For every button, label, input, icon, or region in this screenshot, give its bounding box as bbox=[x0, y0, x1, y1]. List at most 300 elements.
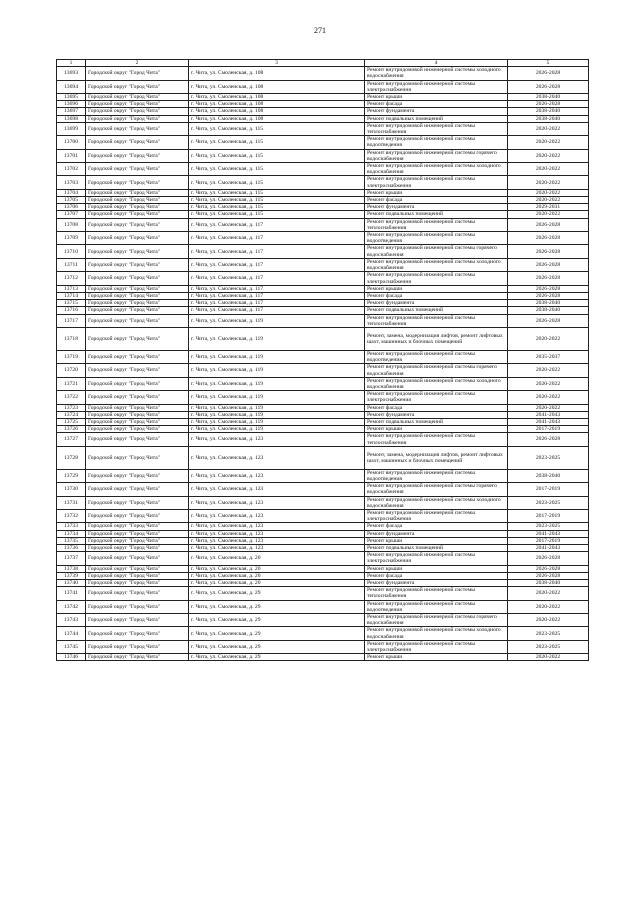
address-cell: г. Чита, ул. Смоленская, д. 29 bbox=[189, 654, 365, 661]
work-type-cell: Ремонт внутридомовой инженерной системы водоотведения bbox=[365, 469, 508, 482]
address-cell: г. Чита, ул. Смоленская, д. 119 bbox=[189, 411, 365, 418]
municipality-cell: Городской округ "Город Чита" bbox=[86, 530, 189, 537]
period-cell: 2023-2025 bbox=[508, 627, 589, 640]
address-cell: г. Чита, ул. Смоленская, д. 119 bbox=[189, 364, 365, 377]
address-cell: г. Чита, ул. Смоленская, д. 108 bbox=[189, 115, 365, 122]
period-cell: 2020-2022 bbox=[508, 654, 589, 661]
table-row bbox=[57, 350, 589, 363]
work-type-cell: Ремонт фундамента bbox=[365, 204, 508, 211]
work-type-cell: Ремонт внутридомовой инженерной системы теплоснабжения bbox=[365, 218, 508, 231]
work-type-cell: Ремонт фундамента bbox=[365, 108, 508, 115]
work-type-cell: Ремонт фасада bbox=[365, 404, 508, 411]
table-row bbox=[57, 654, 589, 661]
period-cell: 2038-2040 bbox=[508, 94, 589, 101]
address-cell: г. Чита, ул. Смоленская, д. 123 bbox=[189, 469, 365, 482]
municipality-cell: Городской округ "Город Чита" bbox=[86, 404, 189, 411]
row-number-cell: 13734 bbox=[57, 530, 86, 537]
row-number-cell: 13746 bbox=[57, 654, 86, 661]
period-cell: 2026-2028 bbox=[508, 245, 589, 258]
table-row bbox=[57, 411, 589, 418]
address-cell: г. Чита, ул. Смоленская, д. 108 bbox=[189, 94, 365, 101]
municipality-cell: Городской округ "Город Чита" bbox=[86, 654, 189, 661]
address-cell: г. Чита, ул. Смоленская, д. 123 bbox=[189, 509, 365, 522]
table-row bbox=[57, 627, 589, 640]
table-row bbox=[57, 483, 589, 496]
work-type-cell: Ремонт внутридомовой инженерной системы водоотведения bbox=[365, 600, 508, 613]
period-cell: 2041-2043 bbox=[508, 411, 589, 418]
municipality-cell: Городской округ "Город Чита" bbox=[86, 189, 189, 196]
address-cell: г. Чита, ул. Смоленская, д. 117 bbox=[189, 232, 365, 245]
municipality-cell: Городской округ "Город Чита" bbox=[86, 469, 189, 482]
work-type-cell: Ремонт фундамента bbox=[365, 530, 508, 537]
row-number-cell: 13709 bbox=[57, 232, 86, 245]
address-cell: г. Чита, ул. Смоленская, д. 117 bbox=[189, 307, 365, 314]
work-type-cell: Ремонт фундамента bbox=[365, 411, 508, 418]
municipality-cell: Городской округ "Город Чита" bbox=[86, 272, 189, 285]
table-row bbox=[57, 587, 589, 600]
work-type-cell: Ремонт внутридомовой инженерной системы электроснабжения bbox=[365, 509, 508, 522]
table-row bbox=[57, 565, 589, 572]
work-type-cell: Ремонт внутридомовой инженерной системы горячего водоснабжения bbox=[365, 364, 508, 377]
work-type-cell: Ремонт внутридомовой инженерной системы электроснабжения bbox=[365, 176, 508, 189]
address-cell: г. Чита, ул. Смоленская, д. 117 bbox=[189, 245, 365, 258]
row-number-cell: 13718 bbox=[57, 327, 86, 350]
work-type-cell: Ремонт подвальных помещений bbox=[365, 418, 508, 425]
table-row bbox=[57, 122, 589, 135]
municipality-cell: Городской округ "Город Чита" bbox=[86, 565, 189, 572]
row-number-cell: 13744 bbox=[57, 627, 86, 640]
table-row bbox=[57, 211, 589, 218]
table-row bbox=[57, 600, 589, 613]
work-type-cell: Ремонт внутридомовой инженерной системы горячего водоснабжения bbox=[365, 149, 508, 162]
municipality-cell: Городской округ "Город Чита" bbox=[86, 411, 189, 418]
row-number-cell: 13727 bbox=[57, 433, 86, 446]
table-row bbox=[57, 80, 589, 93]
period-cell: 2026-2028 bbox=[508, 314, 589, 327]
address-cell: г. Чита, ул. Смоленская, д. 115 bbox=[189, 149, 365, 162]
municipality-cell: Городской округ "Город Чита" bbox=[86, 364, 189, 377]
address-cell: г. Чита, ул. Смоленская, д. 29 bbox=[189, 640, 365, 653]
work-type-cell: Ремонт крыши bbox=[365, 285, 508, 292]
row-number-cell: 13740 bbox=[57, 580, 86, 587]
table-row bbox=[57, 108, 589, 115]
address-cell: г. Чита, ул. Смоленская, д. 119 bbox=[189, 418, 365, 425]
table-row bbox=[57, 314, 589, 327]
address-cell: г. Чита, ул. Смоленская, д. 20 bbox=[189, 565, 365, 572]
row-number-cell: 13704 bbox=[57, 189, 86, 196]
municipality-cell: Городской округ "Город Чита" bbox=[86, 108, 189, 115]
table-row bbox=[57, 300, 589, 307]
period-cell: 2020-2022 bbox=[508, 211, 589, 218]
municipality-cell: Городской округ "Город Чита" bbox=[86, 426, 189, 433]
period-cell: 2026-2028 bbox=[508, 292, 589, 299]
work-type-cell: Ремонт внутридомовой инженерной системы теплоснабжения bbox=[365, 314, 508, 327]
period-cell: 2017-2019 bbox=[508, 509, 589, 522]
work-type-cell: Ремонт крыши bbox=[365, 426, 508, 433]
municipality-cell: Городской округ "Город Чита" bbox=[86, 245, 189, 258]
row-number-cell: 13729 bbox=[57, 469, 86, 482]
work-type-cell: Ремонт фундамента bbox=[365, 300, 508, 307]
row-number-cell: 13733 bbox=[57, 523, 86, 530]
column-header: 2 bbox=[86, 60, 189, 67]
table-row bbox=[57, 189, 589, 196]
address-cell: г. Чита, ул. Смоленская, д. 123 bbox=[189, 537, 365, 544]
municipality-cell: Городской округ "Город Чита" bbox=[86, 292, 189, 299]
row-number-cell: 13719 bbox=[57, 350, 86, 363]
address-cell: г. Чита, ул. Смоленская, д. 119 bbox=[189, 377, 365, 390]
municipality-cell: Городской округ "Город Чита" bbox=[86, 122, 189, 135]
table-row bbox=[57, 218, 589, 231]
work-type-cell: Ремонт крыши bbox=[365, 537, 508, 544]
period-cell: 2041-2043 bbox=[508, 418, 589, 425]
work-type-cell: Ремонт крыши bbox=[365, 654, 508, 661]
municipality-cell: Городской округ "Город Чита" bbox=[86, 232, 189, 245]
table-row bbox=[57, 115, 589, 122]
address-cell: г. Чита, ул. Смоленская, д. 123 bbox=[189, 483, 365, 496]
row-number-cell: 13701 bbox=[57, 149, 86, 162]
row-number-cell: 13697 bbox=[57, 108, 86, 115]
table-row bbox=[57, 537, 589, 544]
table-row bbox=[57, 523, 589, 530]
address-cell: г. Чита, ул. Смоленская, д. 108 bbox=[189, 108, 365, 115]
work-type-cell: Ремонт внутридомовой инженерной системы электроснабжения bbox=[365, 80, 508, 93]
address-cell: г. Чита, ул. Смоленская, д. 108 bbox=[189, 101, 365, 108]
period-cell: 2029-2031 bbox=[508, 204, 589, 211]
row-number-cell: 13710 bbox=[57, 245, 86, 258]
municipality-cell: Городской округ "Город Чита" bbox=[86, 67, 189, 80]
address-cell: г. Чита, ул. Смоленская, д. 119 bbox=[189, 404, 365, 411]
work-type-cell: Ремонт внутридомовой инженерной системы горячего водоснабжения bbox=[365, 614, 508, 627]
municipality-cell: Городской округ "Город Чита" bbox=[86, 94, 189, 101]
address-cell: г. Чита, ул. Смоленская, д. 115 bbox=[189, 136, 365, 149]
address-cell: г. Чита, ул. Смоленская, д. 108 bbox=[189, 80, 365, 93]
table-row bbox=[57, 552, 589, 565]
table-row bbox=[57, 101, 589, 108]
municipality-cell: Городской округ "Город Чита" bbox=[86, 496, 189, 509]
period-cell: 2017-2019 bbox=[508, 426, 589, 433]
page-number: 271 bbox=[314, 26, 326, 35]
row-number-cell: 13705 bbox=[57, 197, 86, 204]
table-row bbox=[57, 197, 589, 204]
municipality-cell: Городской округ "Город Чита" bbox=[86, 614, 189, 627]
row-number-cell: 13694 bbox=[57, 80, 86, 93]
row-number-cell: 13713 bbox=[57, 285, 86, 292]
work-type-cell: Ремонт, замена, модернизация лифтов, ремонт лифтовых шахт, машинных и блочных помещений bbox=[365, 446, 508, 469]
municipality-cell: Городской округ "Город Чита" bbox=[86, 258, 189, 271]
row-number-cell: 13720 bbox=[57, 364, 86, 377]
municipality-cell: Городской округ "Город Чита" bbox=[86, 600, 189, 613]
municipality-cell: Городской округ "Город Чита" bbox=[86, 197, 189, 204]
period-cell: 2038-2040 bbox=[508, 307, 589, 314]
table-row bbox=[57, 469, 589, 482]
column-header: 3 bbox=[189, 60, 365, 67]
row-number-cell: 13737 bbox=[57, 552, 86, 565]
period-cell: 2041-2043 bbox=[508, 530, 589, 537]
period-cell: 2023-2025 bbox=[508, 640, 589, 653]
table-row bbox=[57, 377, 589, 390]
municipality-cell: Городской округ "Город Чита" bbox=[86, 350, 189, 363]
address-cell: г. Чита, ул. Смоленская, д. 123 bbox=[189, 530, 365, 537]
municipality-cell: Городской округ "Город Чита" bbox=[86, 204, 189, 211]
address-cell: г. Чита, ул. Смоленская, д. 119 bbox=[189, 314, 365, 327]
table-row bbox=[57, 258, 589, 271]
table-row bbox=[57, 391, 589, 404]
address-cell: г. Чита, ул. Смоленская, д. 119 bbox=[189, 350, 365, 363]
work-type-cell: Ремонт фасада bbox=[365, 292, 508, 299]
row-number-cell: 13724 bbox=[57, 411, 86, 418]
work-type-cell: Ремонт крыши bbox=[365, 189, 508, 196]
row-number-cell: 13712 bbox=[57, 272, 86, 285]
work-type-cell: Ремонт внутридомовой инженерной системы холодного водоснабжения bbox=[365, 67, 508, 80]
column-header: 5 bbox=[508, 60, 589, 67]
municipality-cell: Городской округ "Город Чита" bbox=[86, 149, 189, 162]
period-cell: 2038-2040 bbox=[508, 300, 589, 307]
table-row bbox=[57, 496, 589, 509]
address-cell: г. Чита, ул. Смоленская, д. 117 bbox=[189, 285, 365, 292]
table-row bbox=[57, 530, 589, 537]
row-number-cell: 13735 bbox=[57, 537, 86, 544]
period-cell: 2026-2028 bbox=[508, 433, 589, 446]
table-row bbox=[57, 327, 589, 350]
address-cell: г. Чита, ул. Смоленская, д. 123 bbox=[189, 446, 365, 469]
address-cell: г. Чита, ул. Смоленская, д. 123 bbox=[189, 496, 365, 509]
work-type-cell: Ремонт подвальных помещений bbox=[365, 307, 508, 314]
municipality-cell: Городской округ "Город Чита" bbox=[86, 433, 189, 446]
address-cell: г. Чита, ул. Смоленская, д. 115 bbox=[189, 163, 365, 176]
address-cell: г. Чита, ул. Смоленская, д. 117 bbox=[189, 300, 365, 307]
work-type-cell: Ремонт фасада bbox=[365, 197, 508, 204]
work-type-cell: Ремонт внутридомовой инженерной системы электроснабжения bbox=[365, 391, 508, 404]
table-row bbox=[57, 446, 589, 469]
work-type-cell: Ремонт внутридомовой инженерной системы электроснабжения bbox=[365, 552, 508, 565]
address-cell: г. Чита, ул. Смоленская, д. 119 bbox=[189, 391, 365, 404]
period-cell: 2020-2022 bbox=[508, 149, 589, 162]
work-type-cell: Ремонт внутридомовой инженерной системы электроснабжения bbox=[365, 640, 508, 653]
work-type-cell: Ремонт внутридомовой инженерной системы горячего водоснабжения bbox=[365, 245, 508, 258]
table-row bbox=[57, 136, 589, 149]
address-cell: г. Чита, ул. Смоленская, д. 29 bbox=[189, 627, 365, 640]
row-number-cell: 13696 bbox=[57, 101, 86, 108]
table-body bbox=[57, 67, 589, 661]
municipality-cell: Городской округ "Город Чита" bbox=[86, 101, 189, 108]
period-cell: 2026-2028 bbox=[508, 272, 589, 285]
municipality-cell: Городской округ "Город Чита" bbox=[86, 483, 189, 496]
address-cell: г. Чита, ул. Смоленская, д. 119 bbox=[189, 426, 365, 433]
column-number-row bbox=[57, 60, 589, 67]
work-type-cell: Ремонт внутридомовой инженерной системы теплоснабжения bbox=[365, 587, 508, 600]
period-cell: 2026-2028 bbox=[508, 80, 589, 93]
table-row bbox=[57, 614, 589, 627]
work-type-cell: Ремонт внутридомовой инженерной системы холодного водоснабжения bbox=[365, 496, 508, 509]
row-number-cell: 13707 bbox=[57, 211, 86, 218]
column-header: 4 bbox=[365, 60, 508, 67]
work-type-cell: Ремонт фасада bbox=[365, 572, 508, 579]
table-row bbox=[57, 67, 589, 80]
row-number-cell: 13728 bbox=[57, 446, 86, 469]
table-row bbox=[57, 364, 589, 377]
address-cell: г. Чита, ул. Смоленская, д. 20 bbox=[189, 552, 365, 565]
row-number-cell: 13745 bbox=[57, 640, 86, 653]
municipality-cell: Городской округ "Город Чита" bbox=[86, 211, 189, 218]
address-cell: г. Чита, ул. Смоленская, д. 117 bbox=[189, 258, 365, 271]
row-number-cell: 13730 bbox=[57, 483, 86, 496]
row-number-cell: 13702 bbox=[57, 163, 86, 176]
row-number-cell: 13723 bbox=[57, 404, 86, 411]
row-number-cell: 13698 bbox=[57, 115, 86, 122]
period-cell: 2026-2028 bbox=[508, 101, 589, 108]
period-cell: 2020-2022 bbox=[508, 391, 589, 404]
period-cell: 2020-2022 bbox=[508, 377, 589, 390]
period-cell: 2020-2022 bbox=[508, 176, 589, 189]
row-number-cell: 13711 bbox=[57, 258, 86, 271]
work-type-cell: Ремонт внутридомовой инженерной системы электроснабжения bbox=[365, 272, 508, 285]
period-cell: 2017-2019 bbox=[508, 537, 589, 544]
period-cell: 2023-2025 bbox=[508, 523, 589, 530]
table-row bbox=[57, 418, 589, 425]
period-cell: 2026-2028 bbox=[508, 67, 589, 80]
table-row bbox=[57, 640, 589, 653]
table-row bbox=[57, 163, 589, 176]
municipality-cell: Городской округ "Город Чита" bbox=[86, 640, 189, 653]
table-row bbox=[57, 149, 589, 162]
work-type-cell: Ремонт фундамента bbox=[365, 580, 508, 587]
period-cell: 2026-2028 bbox=[508, 258, 589, 271]
work-type-cell: Ремонт крыши bbox=[365, 94, 508, 101]
work-type-cell: Ремонт внутридомовой инженерной системы горячего водоснабжения bbox=[365, 483, 508, 496]
work-type-cell: Ремонт внутридомовой инженерной системы теплоснабжения bbox=[365, 433, 508, 446]
row-number-cell: 13700 bbox=[57, 136, 86, 149]
row-number-cell: 13714 bbox=[57, 292, 86, 299]
period-cell: 2020-2022 bbox=[508, 163, 589, 176]
address-cell: г. Чита, ул. Смоленская, д. 119 bbox=[189, 327, 365, 350]
address-cell: г. Чита, ул. Смоленская, д. 29 bbox=[189, 614, 365, 627]
table-row bbox=[57, 509, 589, 522]
table-row bbox=[57, 204, 589, 211]
municipality-cell: Городской округ "Город Чита" bbox=[86, 587, 189, 600]
row-number-cell: 13721 bbox=[57, 377, 86, 390]
table-row bbox=[57, 545, 589, 552]
municipality-cell: Городской округ "Город Чита" bbox=[86, 80, 189, 93]
municipality-cell: Городской округ "Город Чита" bbox=[86, 391, 189, 404]
period-cell: 2026-2028 bbox=[508, 285, 589, 292]
period-cell: 2026-2028 bbox=[508, 552, 589, 565]
address-cell: г. Чита, ул. Смоленская, д. 115 bbox=[189, 122, 365, 135]
work-type-cell: Ремонт внутридомовой инженерной системы водоотведения bbox=[365, 232, 508, 245]
row-number-cell: 13741 bbox=[57, 587, 86, 600]
period-cell: 2041-2043 bbox=[508, 545, 589, 552]
work-type-cell: Ремонт внутридомовой инженерной системы водоотведения bbox=[365, 136, 508, 149]
address-cell: г. Чита, ул. Смоленская, д. 29 bbox=[189, 587, 365, 600]
row-number-cell: 13739 bbox=[57, 572, 86, 579]
period-cell: 2020-2022 bbox=[508, 327, 589, 350]
table-row bbox=[57, 232, 589, 245]
address-cell: г. Чита, ул. Смоленская, д. 123 bbox=[189, 523, 365, 530]
row-number-cell: 13726 bbox=[57, 426, 86, 433]
period-cell: 2026-2028 bbox=[508, 218, 589, 231]
row-number-cell: 13716 bbox=[57, 307, 86, 314]
municipality-cell: Городской округ "Город Чита" bbox=[86, 545, 189, 552]
work-type-cell: Ремонт, замена, модернизация лифтов, ремонт лифтовых шахт, машинных и блочных помещений bbox=[365, 327, 508, 350]
address-cell: г. Чита, ул. Смоленская, д. 29 bbox=[189, 600, 365, 613]
municipality-cell: Городской округ "Город Чита" bbox=[86, 580, 189, 587]
row-number-cell: 13703 bbox=[57, 176, 86, 189]
row-number-cell: 13695 bbox=[57, 94, 86, 101]
municipality-cell: Городской округ "Город Чита" bbox=[86, 327, 189, 350]
address-cell: г. Чита, ул. Смоленская, д. 20 bbox=[189, 580, 365, 587]
table-row bbox=[57, 94, 589, 101]
work-type-cell: Ремонт подвальных помещений bbox=[365, 115, 508, 122]
table-row bbox=[57, 307, 589, 314]
period-cell: 2020-2022 bbox=[508, 404, 589, 411]
address-cell: г. Чита, ул. Смоленская, д. 123 bbox=[189, 545, 365, 552]
row-number-cell: 13743 bbox=[57, 614, 86, 627]
row-number-cell: 13722 bbox=[57, 391, 86, 404]
period-cell: 2026-2028 bbox=[508, 232, 589, 245]
row-number-cell: 13715 bbox=[57, 300, 86, 307]
period-cell: 2026-2028 bbox=[508, 572, 589, 579]
work-type-cell: Ремонт внутридомовой инженерной системы холодного водоснабжения bbox=[365, 163, 508, 176]
municipality-cell: Городской округ "Город Чита" bbox=[86, 537, 189, 544]
municipality-cell: Городской округ "Город Чита" bbox=[86, 627, 189, 640]
period-cell: 2020-2022 bbox=[508, 189, 589, 196]
row-number-cell: 13708 bbox=[57, 218, 86, 231]
work-type-cell: Ремонт фасада bbox=[365, 523, 508, 530]
table-row bbox=[57, 292, 589, 299]
municipality-cell: Городской округ "Город Чита" bbox=[86, 136, 189, 149]
table-row bbox=[57, 433, 589, 446]
table-row bbox=[57, 272, 589, 285]
period-cell: 2020-2022 bbox=[508, 197, 589, 204]
row-number-cell: 13706 bbox=[57, 204, 86, 211]
period-cell: 2020-2022 bbox=[508, 364, 589, 377]
period-cell: 2035-2037 bbox=[508, 350, 589, 363]
table-row bbox=[57, 572, 589, 579]
municipality-cell: Городской округ "Город Чита" bbox=[86, 218, 189, 231]
address-cell: г. Чита, ул. Смоленская, д. 108 bbox=[189, 67, 365, 80]
period-cell: 2020-2022 bbox=[508, 614, 589, 627]
municipality-cell: Городской округ "Город Чита" bbox=[86, 163, 189, 176]
period-cell: 2038-2040 bbox=[508, 469, 589, 482]
row-number-cell: 13736 bbox=[57, 545, 86, 552]
municipality-cell: Городской округ "Город Чита" bbox=[86, 509, 189, 522]
row-number-cell: 13732 bbox=[57, 509, 86, 522]
period-cell: 2020-2022 bbox=[508, 600, 589, 613]
table-row bbox=[57, 580, 589, 587]
period-cell: 2020-2022 bbox=[508, 122, 589, 135]
period-cell: 2038-2040 bbox=[508, 115, 589, 122]
address-cell: г. Чита, ул. Смоленская, д. 20 bbox=[189, 572, 365, 579]
municipality-cell: Городской округ "Город Чита" bbox=[86, 552, 189, 565]
municipality-cell: Городской округ "Город Чита" bbox=[86, 300, 189, 307]
row-number-cell: 13742 bbox=[57, 600, 86, 613]
municipality-cell: Городской округ "Город Чита" bbox=[86, 377, 189, 390]
period-cell: 2023-2025 bbox=[508, 446, 589, 469]
table-row bbox=[57, 285, 589, 292]
municipality-cell: Городской округ "Город Чита" bbox=[86, 285, 189, 292]
row-number-cell: 13699 bbox=[57, 122, 86, 135]
municipality-cell: Городской округ "Город Чита" bbox=[86, 523, 189, 530]
municipality-cell: Городской округ "Город Чита" bbox=[86, 176, 189, 189]
work-type-cell: Ремонт подвальных помещений bbox=[365, 211, 508, 218]
period-cell: 2038-2040 bbox=[508, 108, 589, 115]
address-cell: г. Чита, ул. Смоленская, д. 117 bbox=[189, 272, 365, 285]
municipality-cell: Городской округ "Город Чита" bbox=[86, 572, 189, 579]
work-type-cell: Ремонт подвальных помещений bbox=[365, 545, 508, 552]
capital-repair-table bbox=[56, 59, 589, 661]
municipality-cell: Городской округ "Город Чита" bbox=[86, 307, 189, 314]
work-type-cell: Ремонт внутридомовой инженерной системы водоотведения bbox=[365, 350, 508, 363]
table-row bbox=[57, 176, 589, 189]
